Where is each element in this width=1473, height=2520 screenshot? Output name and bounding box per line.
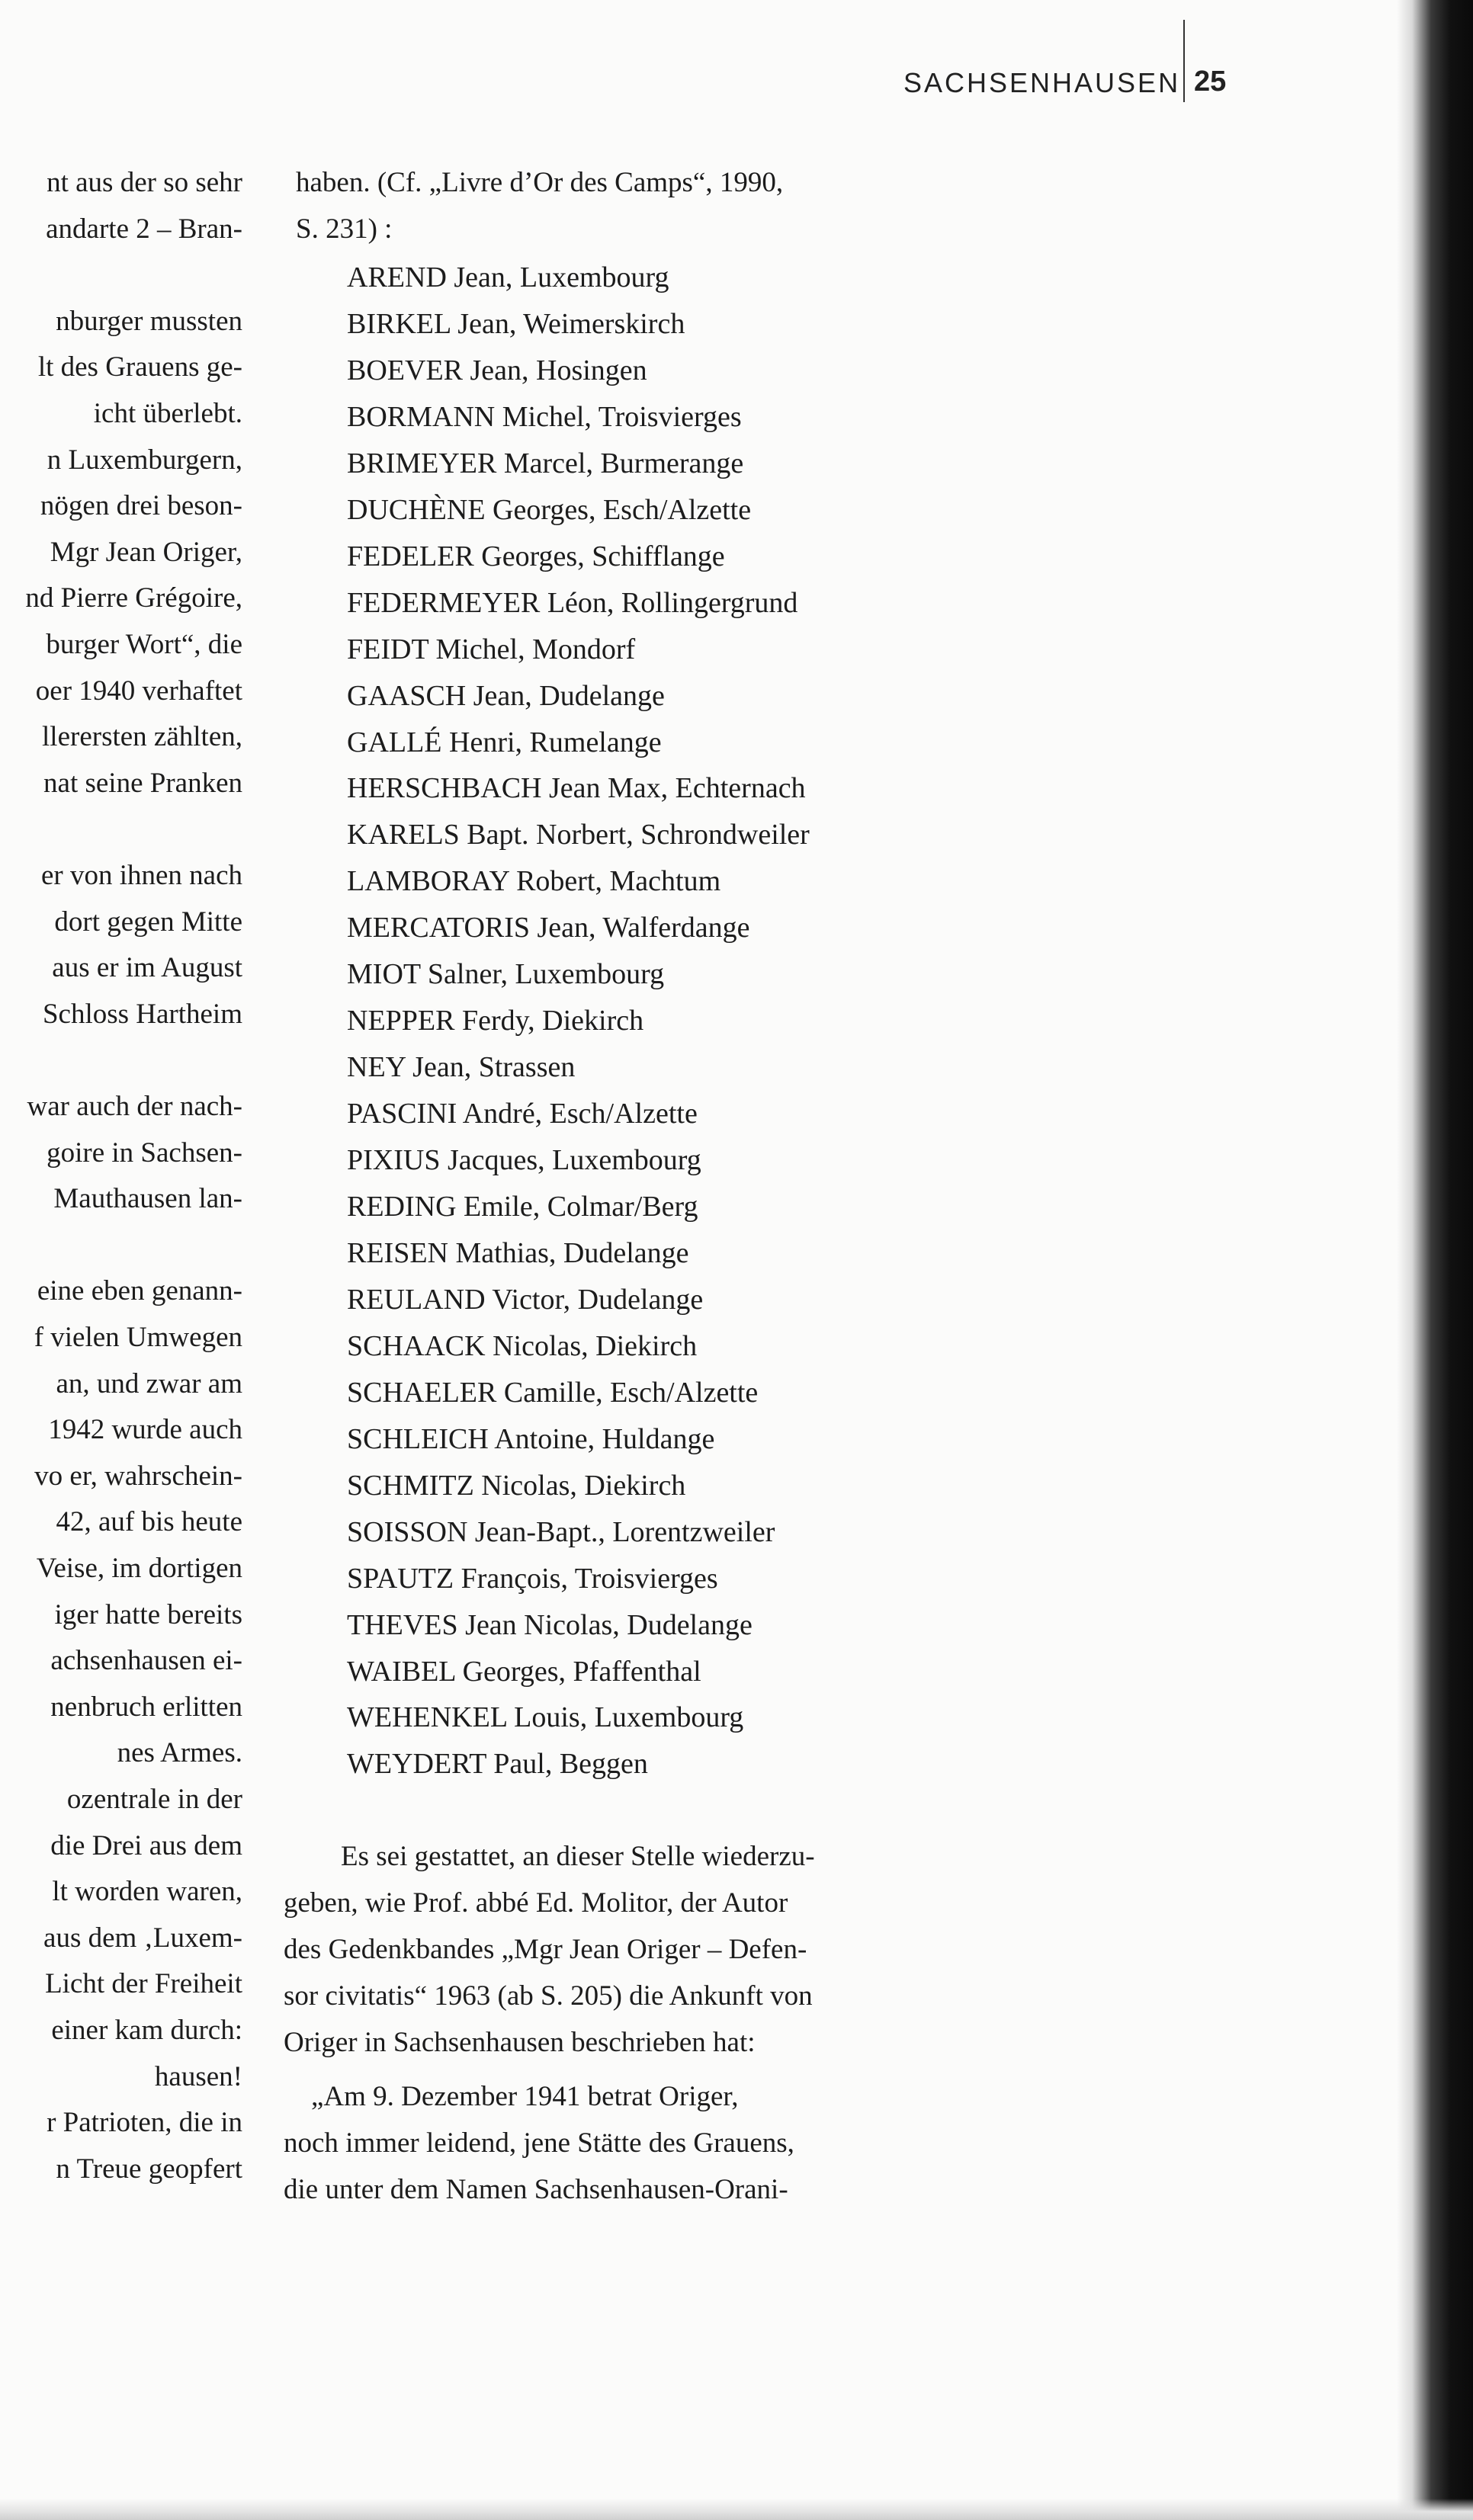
name-list-item: REISEN Mathias, Dudelange [347,1236,689,1269]
name-list-item: DUCHÈNE Georges, Esch/Alzette [347,493,752,526]
name-list-item: NEY Jean, Strassen [347,1051,576,1084]
name-list-item: AREND Jean, Luxembourg [347,261,669,293]
left-text-line: aus er im August [52,952,242,984]
name-list-item: BRIMEYER Marcel, Burmerange [347,447,744,479]
left-text-line: einer kam durch: [51,2015,242,2046]
paragraph-line: Origer in Sachsenhausen beschrieben hat: [284,2027,756,2058]
quote-line: noch immer leidend, jene Stätte des Grauens, [284,2127,794,2159]
left-text-line: die Drei aus dem [50,1829,242,1861]
name-list-item: SCHMITZ Nicolas, Diekirch [347,1469,686,1502]
name-list-item: MERCATORIS Jean, Walferdange [347,912,750,944]
name-list-item: SPAUTZ François, Troisvierges [347,1562,718,1595]
left-text-line: Mgr Jean Origer, [50,536,242,568]
name-list-item: HERSCHBACH Jean Max, Echternach [347,772,806,805]
name-list-item: PIXIUS Jacques, Luxembourg [347,1144,701,1177]
scan-gutter-shadow [1397,0,1473,2520]
paragraph-line: sor civitatis“ 1963 (ab S. 205) die Ankunft von [284,1980,813,2012]
left-text-line: ozentrale in der [66,1784,242,1815]
left-text-line: vo er, wahrschein- [34,1460,242,1492]
name-list-item: THEVES Jean Nicolas, Dudelange [347,1608,753,1641]
left-text-line: f vielen Umwegen [34,1322,242,1353]
name-list-item: FEIDT Michel, Mondorf [347,633,636,665]
paragraph-line: des Gedenkbandes „Mgr Jean Origer – Defen- [284,1934,807,1965]
left-text-line: hausen! [154,2060,242,2092]
left-text-line: achsenhausen ei- [50,1645,242,1677]
name-list-item: WEYDERT Paul, Beggen [347,1748,648,1781]
paragraph-line: Es sei gestattet, an dieser Stelle wiederzu- [341,1841,815,1872]
left-text-line: nd Pierre Grégoire, [25,582,242,614]
left-text-line: goire in Sachsen- [47,1137,242,1169]
name-list-item: BORMANN Michel, Troisvierges [347,400,742,433]
name-list-item: GALLÉ Henri, Rumelange [347,726,662,758]
left-text-line: nenbruch erlitten [50,1691,242,1723]
left-text-line: r Patrioten, die in [47,2107,242,2139]
left-text-line: Licht der Freiheit [45,1968,242,2000]
quote-line: „Am 9. Dezember 1941 betrat Origer, [311,2081,739,2112]
name-list-item: SCHAACK Nicolas, Diekirch [347,1329,698,1362]
name-list-item: LAMBORAY Robert, Machtum [347,865,721,898]
running-head: SACHSENHAUSEN [903,67,1181,98]
left-text-line: nat seine Pranken [43,767,242,799]
scan-bottom-edge [0,2499,1473,2520]
name-list-item: NEPPER Ferdy, Diekirch [347,1005,644,1037]
left-text-line: nögen drei beson- [40,490,242,522]
intro-line: haben. (Cf. „Livre d’Or des Camps“, 1990, [296,167,784,198]
left-text-line: nburger mussten [56,305,242,337]
left-text-line: 1942 wurde auch [48,1414,242,1446]
left-text-line: llerersten zählten, [42,721,242,753]
left-text-line: oer 1940 verhaftet [35,675,242,707]
intro-line: S. 231) : [296,213,393,245]
name-list-item: KARELS Bapt. Norbert, Schrondweiler [347,819,810,851]
left-text-line: lt des Grauens ge- [37,351,242,383]
name-list-item: FEDELER Georges, Schifflange [347,540,725,572]
name-list-item: SCHLEICH Antoine, Huldange [347,1422,715,1455]
name-list-item: GAASCH Jean, Dudelange [347,679,665,712]
left-text-line: andarte 2 – Bran- [46,213,242,245]
name-list-item: FEDERMEYER Léon, Rollingergrund [347,586,798,619]
left-text-line: n Luxemburgern, [47,444,242,476]
left-text-line: eine eben genann- [37,1275,242,1307]
left-text-line: n Treue geopfert [56,2153,242,2185]
left-text-line: an, und zwar am [56,1367,242,1399]
left-text-line: Schloss Hartheim [42,998,242,1030]
left-text-line: dort gegen Mitte [54,906,242,938]
name-list-item: REULAND Victor, Dudelange [347,1283,704,1316]
name-list-item: REDING Emile, Colmar/Berg [347,1191,698,1223]
name-list-item: WAIBEL Georges, Pfaffenthal [347,1655,701,1688]
left-text-line: Mauthausen lan- [53,1183,242,1215]
name-list-item: WEHENKEL Louis, Luxembourg [347,1701,744,1734]
name-list-item: MIOT Salner, Luxembourg [347,958,665,991]
name-list-item: SCHAELER Camille, Esch/Alzette [347,1376,759,1409]
left-text-line: 42, auf bis heute [56,1506,242,1538]
left-text-line: aus dem ‚Luxem- [43,1922,242,1954]
name-list-item: BIRKEL Jean, Weimerskirch [347,307,685,340]
left-text-line: burger Wort“, die [46,629,242,660]
left-text-line: war auch der nach- [27,1091,242,1122]
header-divider [1183,20,1185,102]
name-list-item: SOISSON Jean-Bapt., Lorentzweiler [347,1515,775,1548]
page-number: 25 [1194,66,1227,98]
left-text-line: icht überlebt. [93,398,242,429]
left-text-line: nes Armes. [117,1737,242,1769]
left-text-line: Veise, im dortigen [36,1553,242,1584]
quote-line: die unter dem Namen Sachsenhausen-Orani- [284,2174,788,2205]
left-text-line: lt worden waren, [52,1876,242,1908]
name-list-item: PASCINI André, Esch/Alzette [347,1098,698,1130]
left-text-line: iger hatte bereits [54,1598,242,1630]
left-text-line: nt aus der so sehr [47,167,242,198]
name-list-item: BOEVER Jean, Hosingen [347,354,647,386]
left-text-line: er von ihnen nach [40,860,242,891]
paragraph-line: geben, wie Prof. abbé Ed. Molitor, der Autor [284,1887,788,1919]
